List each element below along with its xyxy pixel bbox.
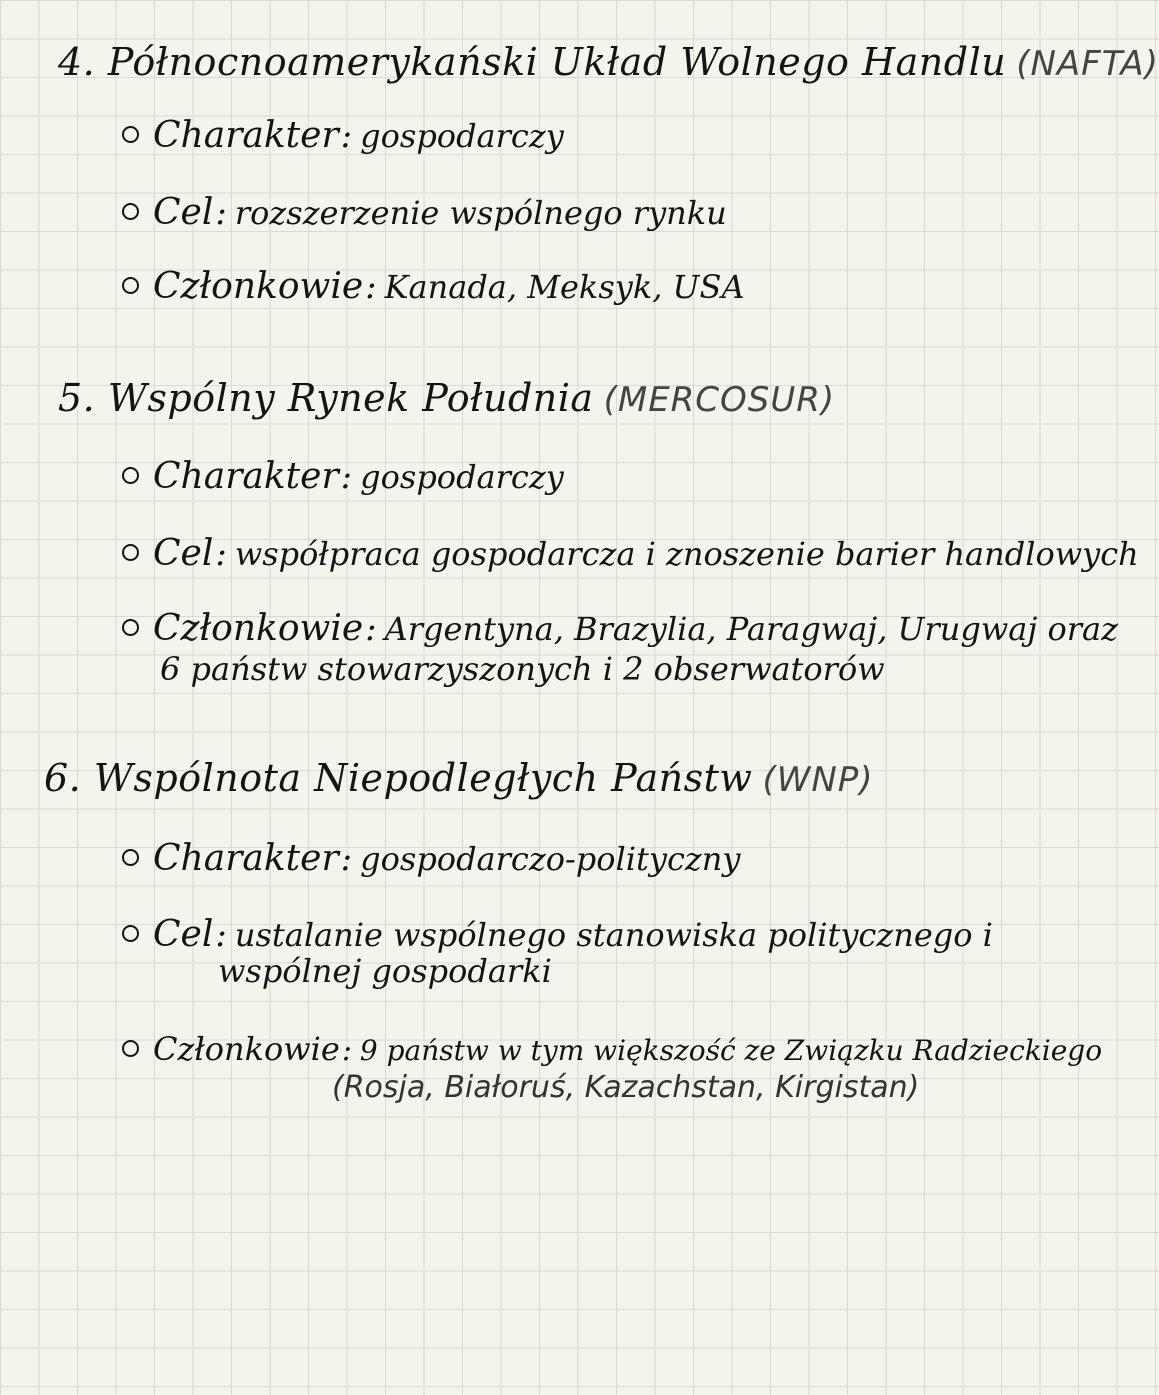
colon: : [365, 267, 377, 307]
colon: : [340, 839, 353, 879]
section-5-members-continuation: 6 państw stowarzyszonych i 2 obserwatorów [160, 650, 885, 688]
section-6-heading [44, 756, 874, 800]
section-title: Wspólny Rynek Południa [107, 376, 594, 420]
section-5-item-members [122, 608, 1118, 649]
section-5-item-goal [122, 533, 1139, 574]
colon: : [340, 457, 353, 497]
bullet-icon [122, 277, 139, 294]
item-label: Cel [153, 533, 214, 574]
item-value: rozszerzenie wspólnego rynku [234, 194, 727, 232]
section-6-item-character [122, 838, 740, 879]
item-label: Członkowie [153, 266, 364, 307]
section-abbreviation: (NAFTA) [1016, 44, 1159, 84]
item-label: Charakter [153, 115, 339, 156]
bullet-icon [122, 126, 139, 143]
section-4-item-goal [122, 192, 727, 233]
item-value: gospodarczy [360, 117, 564, 155]
section-6-item-goal [122, 914, 993, 955]
bullet-icon [122, 619, 139, 636]
bullet-icon [122, 1040, 139, 1057]
item-label: Członkowie [153, 1030, 340, 1068]
bullet-icon [122, 544, 139, 561]
item-label: Charakter [153, 456, 339, 497]
item-value: gospodarczy [360, 458, 564, 496]
colon: : [215, 915, 227, 955]
section-number: 5. [58, 376, 96, 420]
colon: : [215, 534, 227, 574]
section-6-members-continuation: (Rosja, Białoruś, Kazachstan, Kirgistan) [332, 1070, 920, 1105]
item-label: Charakter [153, 838, 339, 879]
section-6-item-members [122, 1030, 1102, 1068]
colon: : [365, 609, 377, 649]
bullet-icon [122, 849, 139, 866]
item-label: Cel [153, 914, 214, 955]
section-5-heading [58, 376, 835, 420]
section-number: 4. [58, 40, 96, 84]
colon: : [215, 193, 227, 233]
section-6-goal-continuation: wspólnej gospodarki [218, 952, 552, 990]
colon: : [341, 1033, 352, 1068]
item-value: 9 państw w tym większość ze Związku Radzieckiego [359, 1034, 1103, 1067]
section-4-item-members [122, 266, 745, 307]
item-value: współpraca gospodarcza i znoszenie barier handlowych [234, 535, 1139, 573]
section-4-heading [58, 40, 1159, 84]
item-label: Członkowie [153, 608, 364, 649]
section-4-item-character [122, 115, 564, 156]
item-value: Kanada, Meksyk, USA [384, 268, 745, 306]
bullet-icon [122, 925, 139, 942]
item-label: Cel [153, 192, 214, 233]
section-number: 6. [44, 756, 82, 800]
item-value: gospodarczo-polityczny [360, 840, 741, 878]
section-abbreviation: (WNP) [762, 760, 874, 800]
section-5-item-character [122, 456, 564, 497]
bullet-icon [122, 203, 139, 220]
bullet-icon [122, 467, 139, 484]
section-abbreviation: (MERCOSUR) [603, 380, 836, 420]
item-value: ustalanie wspólnego stanowiska politycznego i [234, 916, 993, 954]
section-title: Wspólnota Niepodległych Państw [93, 756, 753, 800]
section-title: Północnoamerykański Układ Wolnego Handlu [107, 40, 1007, 84]
colon: : [340, 116, 353, 156]
item-value: Argentyna, Brazylia, Paragwaj, Urugwaj oraz [384, 610, 1118, 648]
